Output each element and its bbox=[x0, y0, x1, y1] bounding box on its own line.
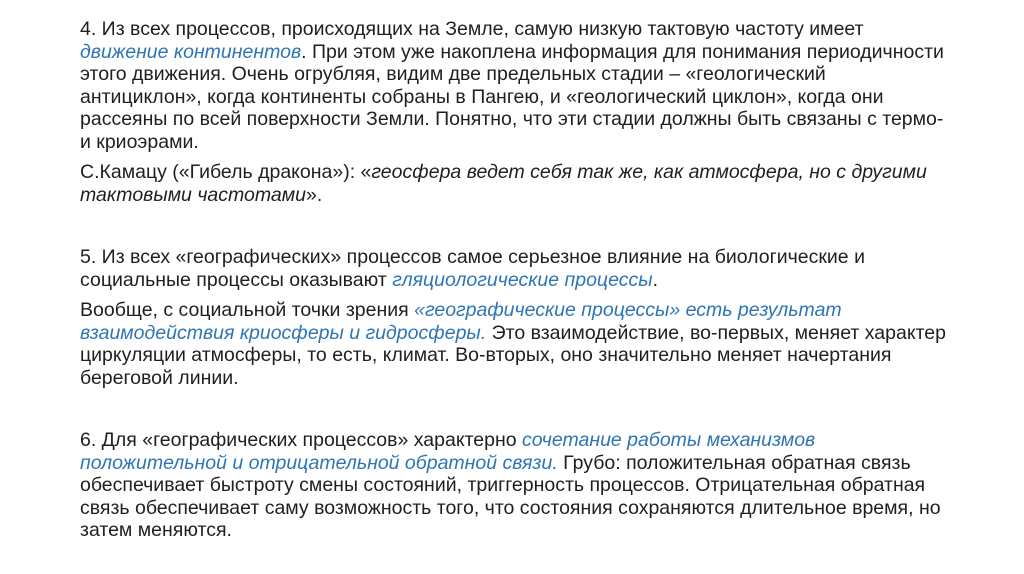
paragraph-text: . При этом уже накоплена информация для понимания периодичности этого движения. Очень огрубляя, видим две предельных стадии – «геологический антициклон», когда континенты собраны в Пангею, и «геологический циклон», когда они рассеяны по всей поверхности Земли. Понятно, что эти стадии должны быть связаны с термо- и криоэрами. bbox=[80, 40, 944, 153]
paragraph-glaciology bbox=[80, 246, 950, 291]
highlight-glaciological-processes: гляциологические процессы bbox=[392, 268, 653, 291]
paragraph-text: ». bbox=[305, 183, 323, 206]
paragraph-social-view bbox=[80, 299, 950, 389]
paragraph-text: Это взаимодействие, во-первых, меняет характер циркуляции атмосферы, то есть, климат. Во-вторых, оно значительно меняет начертания береговой линии. bbox=[80, 321, 946, 389]
paragraph-text: 6. Для «географических процессов» характерно bbox=[80, 429, 523, 451]
paragraph-text: 4. Из всех процессов, происходящих на Земле, самую низкую тактовую частоту имеет bbox=[80, 18, 864, 40]
paragraph-continents bbox=[80, 18, 950, 153]
spacer bbox=[80, 206, 950, 246]
highlight-feedback-mechanisms: сочетание работы механизмов положительной и отрицательной обратной связи. bbox=[80, 429, 816, 474]
slide-content bbox=[80, 18, 950, 542]
paragraph-text: 5. Из всех «географических» процессов самое серьезное влияние на биологические и социальные процессы оказывают bbox=[80, 246, 865, 291]
paragraph-kamatsu-quote bbox=[80, 161, 950, 206]
spacer bbox=[80, 389, 950, 429]
paragraph-text: Вообще, с социальной точки зрения bbox=[80, 299, 415, 321]
highlight-continent-movement: движение континентов bbox=[80, 40, 302, 63]
spacer bbox=[80, 291, 950, 299]
highlight-cryosphere-hydrosphere: «географические процессы» есть результат взаимодействия криосферы и гидросферы. bbox=[80, 299, 842, 344]
paragraph-text: С.Камацу («Гибель дракона»): « bbox=[80, 161, 372, 183]
paragraph-text: Грубо: положительная обратная связь обеспечивает быстроту смены состояний, триггерность процессов. Отрицательная обратная связь обеспечивает саму возможность того, что состояния сохраняются длительное время, но затем меняются. bbox=[80, 451, 941, 541]
quote-text: геосфера ведет себя так же, как атмосфера, но с другими тактовыми частотами bbox=[80, 161, 927, 206]
paragraph-feedback bbox=[80, 429, 950, 542]
spacer bbox=[80, 153, 950, 161]
paragraph-text: . bbox=[652, 268, 658, 291]
